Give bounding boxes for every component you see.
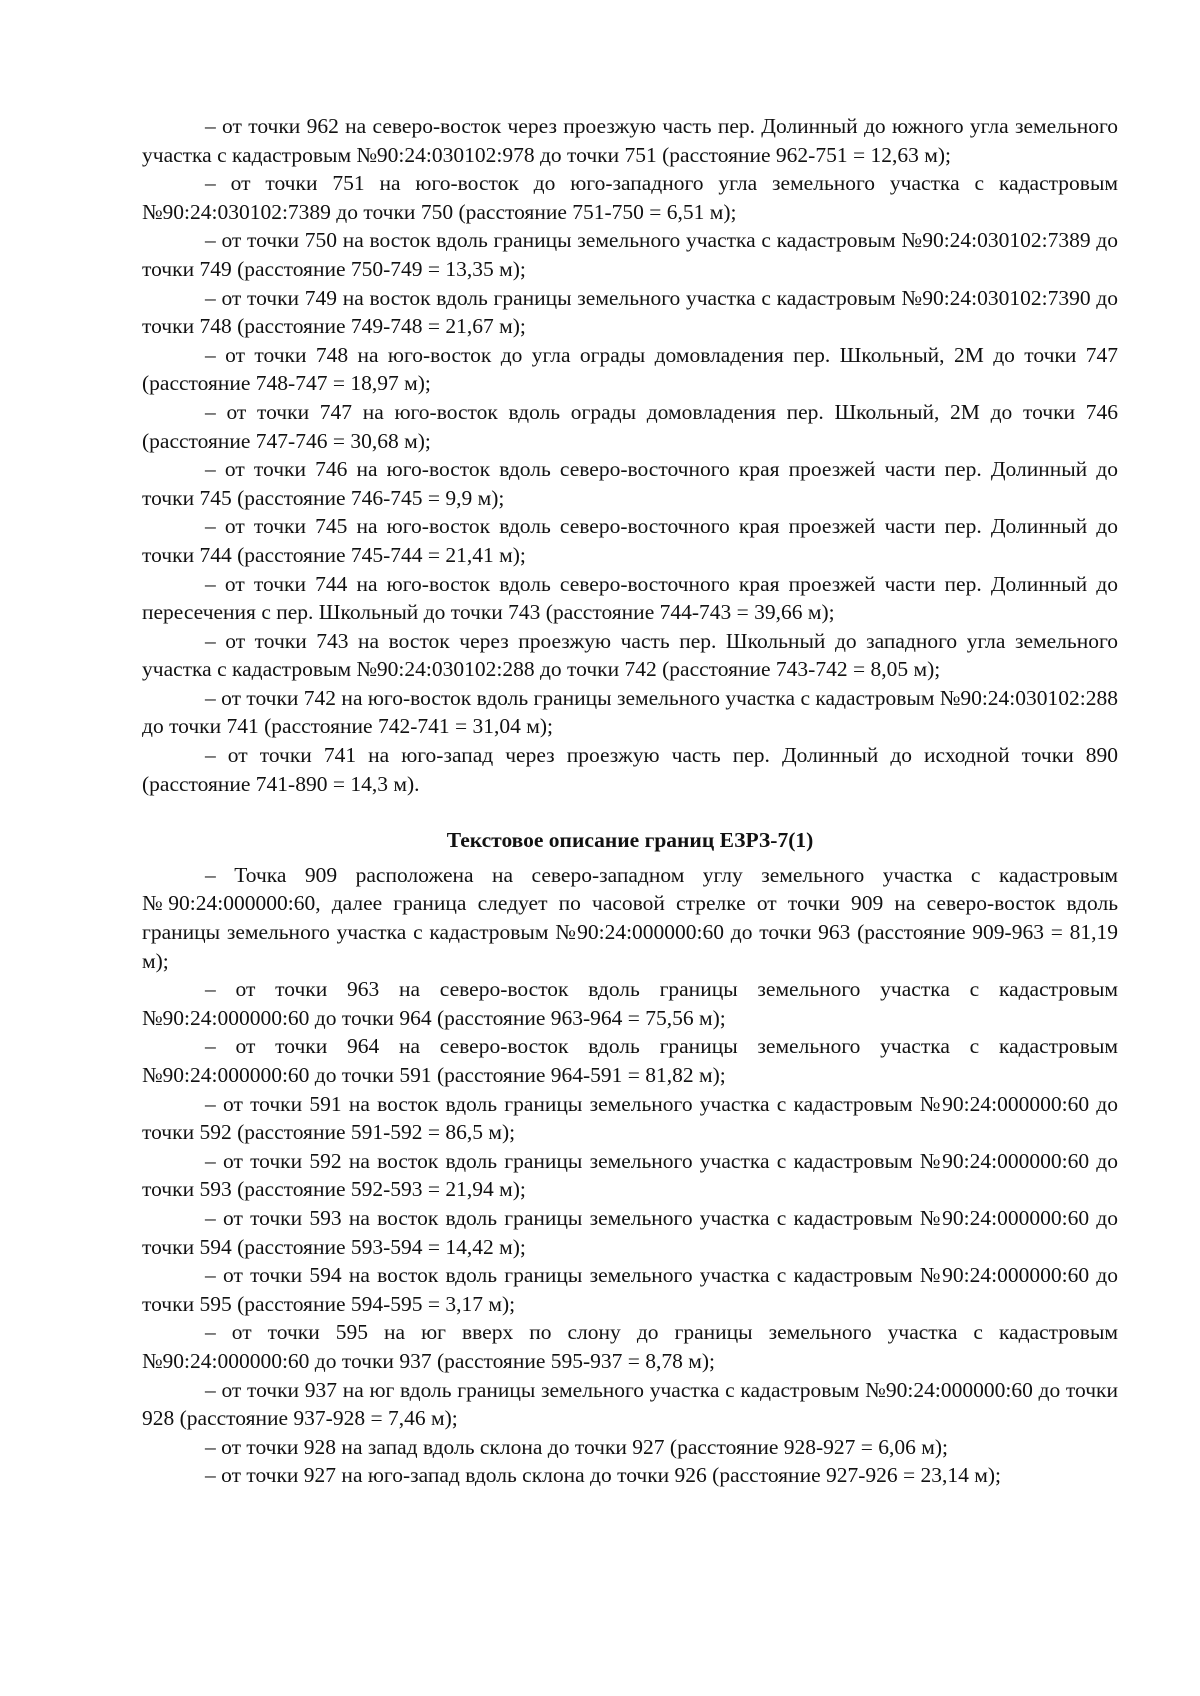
boundary-paragraph: – от точки 747 на юго-восток вдоль ограды домовладения пер. Школьный, 2М до точки 746 (расстояние 747-746 = 30,68 м); [142, 399, 1118, 453]
boundary-paragraph: – от точки 928 на запад вдоль склона до точки 927 (расстояние 928-927 = 6,06 м); [205, 1434, 949, 1459]
boundary-paragraph: – от точки 749 на восток вдоль границы земельного участка с кадастровым №90:24:030102:7390 до точки 748 (расстояние 749-748 = 21,67 м); [142, 285, 1118, 339]
boundary-paragraph: – от точки 927 на юго-запад вдоль склона до точки 926 (расстояние 927-926 = 23,14 м); [205, 1463, 1002, 1488]
boundary-paragraph: – от точки 744 на юго-восток вдоль северо-восточного края проезжей части пер. Долинный до пересечения с пер. Школьный до точки 743 (расстояние 744-743 = 39,66 м); [142, 571, 1118, 625]
boundary-paragraph: – от точки 595 на юг вверх по слону до границы земельного участка с кадастровым №90:24:000000:60 до точки 937 (расстояние 595-937 = 8,78 м); [142, 1320, 1118, 1373]
boundary-paragraph: – Точка 909 расположена на северо-западном углу земельного участка с кадастровым №90:24:000000:60, далее граница следует по часовой стрелке от точки 909 на северо-восток вдоль границы земельного участка с кадастровым №90:24:000000:60 до точки 963 (расстояние 909-963 = 81,19 м); [142, 862, 1118, 973]
boundary-paragraph: – от точки 745 на юго-восток вдоль северо-восточного края проезжей части пер. Долинный до точки 744 (расстояние 745-744 = 21,41 м); [142, 514, 1118, 567]
boundary-paragraph: – от точки 741 на юго-запад через проезжую часть пер. Долинный до исходной точки 890 (расстояние 741-890 = 14,3 м). [142, 743, 1118, 796]
boundary-paragraph: – от точки 937 на юг вдоль границы земельного участка с кадастровым №90:24:000000:60 до точки 928 (расстояние 937-928 = 7,46 м); [142, 1377, 1118, 1431]
boundary-paragraph: – от точки 748 на юго-восток до угла ограды домовладения пер. Школьный, 2М до точки 747 (расстояние 748-747 = 18,97 м); [142, 342, 1118, 396]
boundary-paragraph: – от точки 962 на северо-восток через проезжую часть пер. Долинный до южного угла земельного участка с кадастровым №90:24:030102:978 до точки 751 (расстояние 962-751 = 12,63 м); [142, 114, 1118, 167]
boundary-paragraph: – от точки 593 на восток вдоль границы земельного участка с кадастровым №90:24:000000:60 до точки 594 (расстояние 593-594 = 14,42 м); [142, 1205, 1118, 1259]
boundary-paragraph: – от точки 751 на юго-восток до юго-западного угла земельного участка с кадастровым №90:24:030102:7389 до точки 750 (расстояние 751-750 = 6,51 м); [142, 171, 1118, 224]
section-title: Текстовое описание границ ЕЗРЗ-7(1) [446, 828, 814, 853]
boundary-paragraph: – от точки 746 на юго-восток вдоль северо-восточного края проезжей части пер. Долинный до точки 745 (расстояние 746-745 = 9,9 м); [142, 457, 1118, 510]
boundary-paragraph: – от точки 964 на северо-восток вдоль границы земельного участка с кадастровым №90:24:000000:60 до точки 591 (расстояние 964-591 = 81,82 м); [142, 1034, 1118, 1087]
boundary-paragraph: – от точки 750 на восток вдоль границы земельного участка с кадастровым №90:24:030102:7389 до точки 749 (расстояние 750-749 = 13,35 м); [142, 228, 1118, 281]
boundary-paragraph: – от точки 742 на юго-восток вдоль границы земельного участка с кадастровым №90:24:030102:288 до точки 741 (расстояние 742-741 = 31,04 м); [142, 685, 1118, 739]
document-body [142, 112, 1118, 1490]
boundary-paragraph: – от точки 963 на северо-восток вдоль границы земельного участка с кадастровым №90:24:000000:60 до точки 964 (расстояние 963-964 = 75,56 м); [142, 977, 1118, 1030]
boundary-paragraph: – от точки 591 на восток вдоль границы земельного участка с кадастровым №90:24:000000:60 до точки 592 (расстояние 591-592 = 86,5 м); [142, 1091, 1118, 1145]
boundary-paragraph: – от точки 594 на восток вдоль границы земельного участка с кадастровым №90:24:000000:60 до точки 595 (расстояние 594-595 = 3,17 м); [142, 1263, 1118, 1316]
boundary-paragraph: – от точки 592 на восток вдоль границы земельного участка с кадастровым №90:24:000000:60 до точки 593 (расстояние 592-593 = 21,94 м); [142, 1148, 1118, 1202]
boundary-paragraph: – от точки 743 на восток через проезжую часть пер. Школьный до западного угла земельного участка с кадастровым №90:24:030102:288 до точки 742 (расстояние 743-742 = 8,05 м); [142, 628, 1118, 682]
